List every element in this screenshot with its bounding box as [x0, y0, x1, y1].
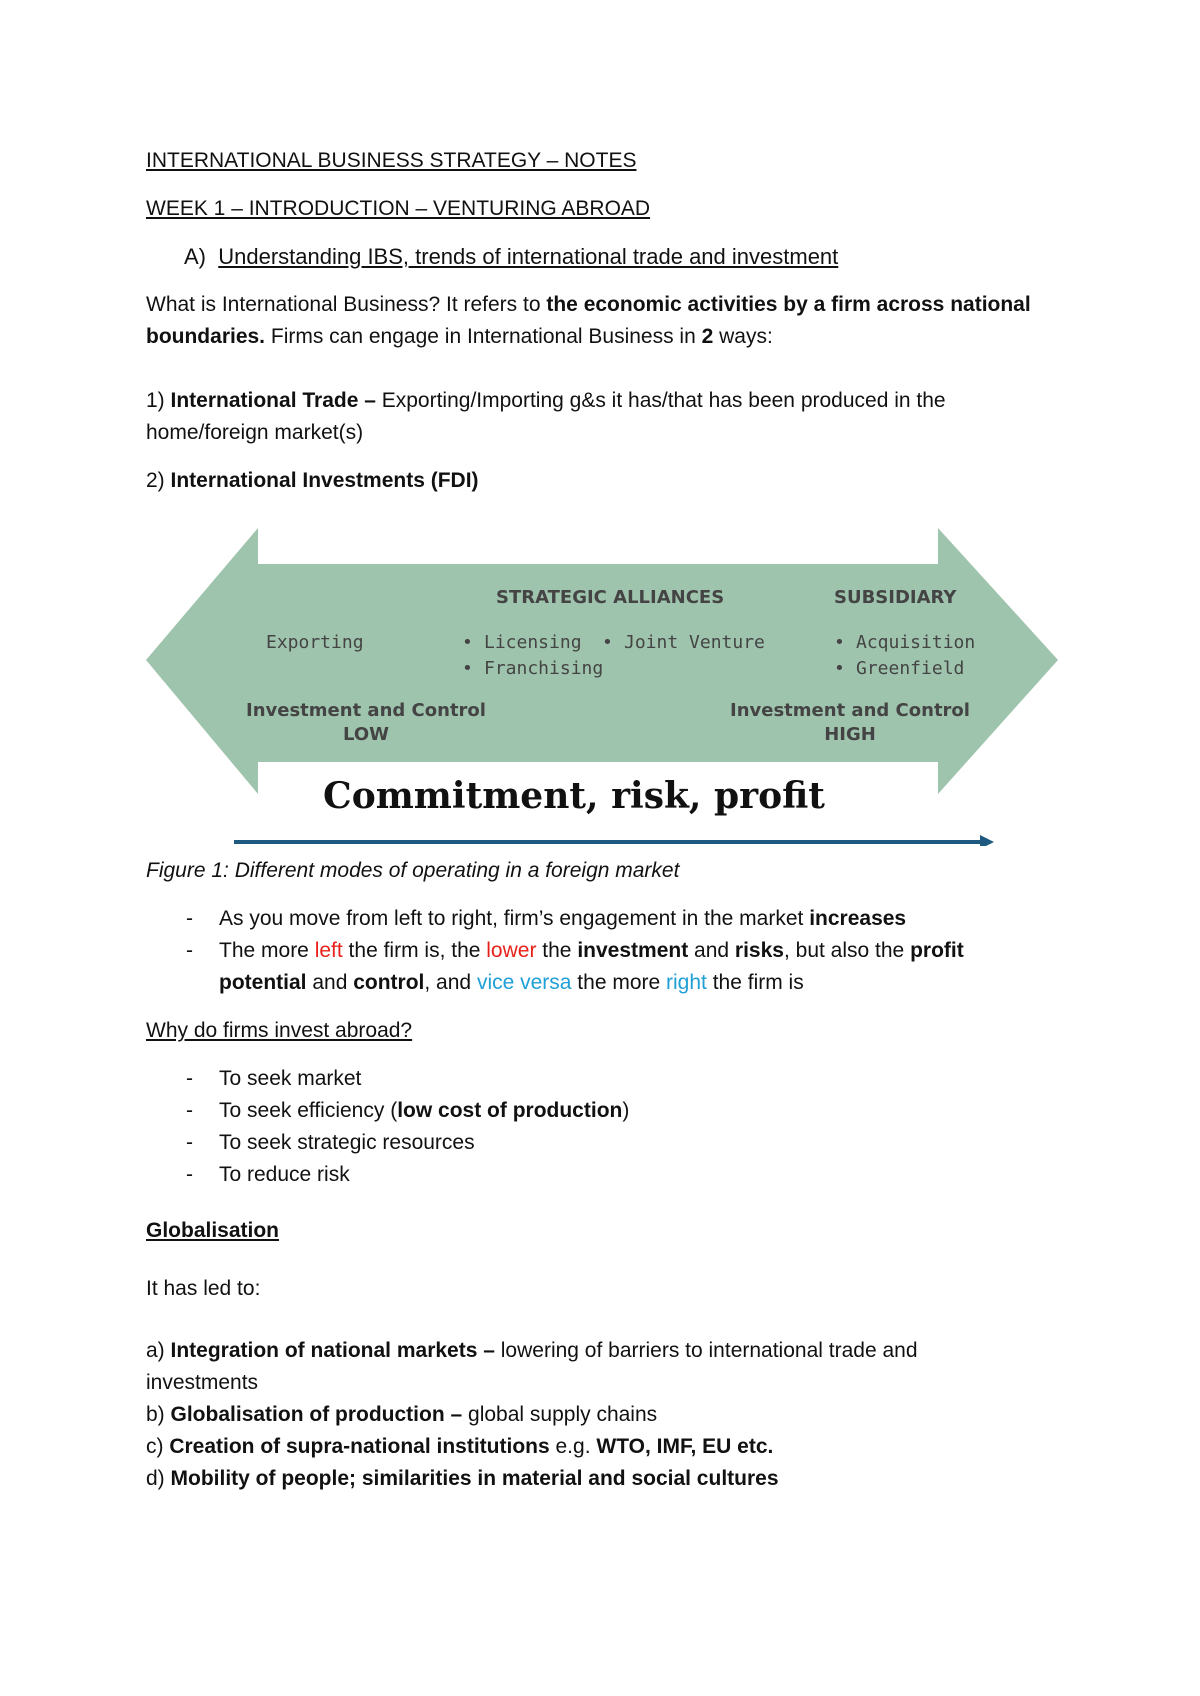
item-marker: c)	[146, 1435, 170, 1458]
dash-marker: -	[186, 1099, 193, 1122]
glob-bold-text: Mobility of people; similarities in material and social cultures	[170, 1467, 779, 1490]
investments-number: 2)	[146, 469, 171, 492]
intro-bold-text: the economic activities by a firm across national	[546, 293, 1031, 316]
glob-item-d	[146, 1465, 779, 1493]
glob-item-b	[146, 1401, 657, 1429]
trade-label: International Trade –	[170, 389, 376, 412]
week-heading: WEEK 1 – INTRODUCTION – VENTURING ABROAD	[146, 197, 651, 220]
acquisition-item: Acquisition	[856, 632, 976, 653]
axis-arrowhead	[980, 835, 994, 846]
high-label-line-2: HIGH	[824, 724, 876, 745]
section-a-heading	[184, 243, 838, 271]
bullet-dot: •	[834, 632, 845, 653]
franchising-item: Franchising	[484, 658, 604, 679]
dash-marker: -	[186, 1067, 193, 1090]
trade-text: Exporting/Importing g&s it has/that has been produced in the	[375, 389, 946, 412]
bullet-text: the firm is	[706, 971, 804, 994]
intro-ways-count: 2	[701, 325, 714, 348]
glob-item-a-cont: investments	[146, 1371, 259, 1394]
subsidiary-header: SUBSIDIARY	[834, 587, 957, 608]
globalisation-heading: Globalisation	[146, 1219, 280, 1242]
bullet-text: To seek efficiency (	[219, 1099, 398, 1122]
glob-bold-text: WTO, IMF, EU etc.	[596, 1435, 774, 1458]
exporting-label: Exporting	[266, 632, 364, 653]
item-marker: d)	[146, 1467, 171, 1490]
why-item-3: To seek strategic resources	[219, 1131, 475, 1154]
glob-bold-text: Integration of national markets –	[170, 1339, 495, 1362]
dash-marker: -	[186, 939, 193, 962]
right-text: right	[666, 971, 707, 994]
bullet-text: As you move from left to right, firm’s engagement in the market	[219, 907, 810, 930]
glob-text: lowering of barriers to international trade and	[494, 1339, 918, 1362]
dash-marker: -	[186, 1163, 193, 1186]
glob-text: global supply chains	[462, 1403, 658, 1426]
intro-text-3: ways:	[713, 325, 773, 348]
low-label-line-2: LOW	[343, 724, 389, 745]
glob-bold-text: Globalisation of production –	[170, 1403, 463, 1426]
trade-line-1	[146, 387, 946, 415]
bullet-text: )	[622, 1099, 630, 1122]
why-item-1: To seek market	[219, 1067, 362, 1090]
high-label-line-1: Investment and Control	[730, 700, 970, 721]
intro-text-2: Firms can engage in International Business in	[265, 325, 702, 348]
lower-text: lower	[486, 939, 537, 962]
intro-line-2	[146, 323, 773, 351]
why-heading: Why do firms invest abroad?	[146, 1019, 413, 1042]
bullet-text: the	[536, 939, 578, 962]
glob-item-c	[146, 1433, 773, 1461]
bullet-text: The more	[219, 939, 315, 962]
licensing-item: Licensing	[484, 632, 582, 653]
figure-caption: Figure 1: Different modes of operating in a foreign market	[146, 859, 680, 882]
increases-text: increases	[809, 907, 907, 930]
investments-label: International Investments (FDI)	[170, 469, 479, 492]
doc-title: INTERNATIONAL BUSINESS STRATEGY – NOTES	[146, 149, 637, 172]
mode-bullet-2	[219, 937, 964, 965]
mode-bullet-2-cont	[219, 969, 804, 997]
strategic-alliances-header: STRATEGIC ALLIANCES	[496, 587, 725, 608]
why-item-2	[219, 1097, 629, 1125]
glob-bold-text: Creation of supra-national institutions	[169, 1435, 550, 1458]
dash-marker: -	[186, 907, 193, 930]
globalisation-intro: It has led to:	[146, 1277, 261, 1300]
risks-text: risks	[734, 939, 784, 962]
section-a-title: Understanding IBS, trends of international trade and investment	[218, 244, 839, 269]
glob-text: e.g.	[549, 1435, 597, 1458]
bullet-text: , but also the	[783, 939, 911, 962]
bullet-text: the firm is, the	[342, 939, 487, 962]
item-marker: a)	[146, 1339, 171, 1362]
bullet-dot: •	[462, 658, 473, 679]
commitment-label: Commitment, risk, profit	[323, 775, 825, 817]
bullet-text: and	[688, 939, 735, 962]
bullet-dot: •	[602, 632, 613, 653]
intro-bold-text-2: boundaries.	[146, 325, 266, 348]
bullet-dot: •	[834, 658, 845, 679]
bullet-text: , and	[424, 971, 477, 994]
dash-marker: -	[186, 1131, 193, 1154]
bullet-dot: •	[462, 632, 473, 653]
investment-text: investment	[577, 939, 689, 962]
section-a-number: A)	[184, 244, 206, 269]
low-label-line-1: Investment and Control	[246, 700, 486, 721]
mode-bullet-1	[219, 905, 906, 933]
potential-text: potential	[219, 971, 307, 994]
modes-diagram	[146, 526, 1066, 846]
glob-item-a	[146, 1337, 918, 1365]
greenfield-item: Greenfield	[856, 658, 965, 679]
trade-line-2: home/foreign market(s)	[146, 421, 364, 444]
why-item-4: To reduce risk	[219, 1163, 350, 1186]
bullet-text: the more	[571, 971, 667, 994]
profit-text: profit	[910, 939, 964, 962]
vice-versa-text: vice versa	[476, 971, 572, 994]
control-text: control	[353, 971, 425, 994]
item-marker: b)	[146, 1403, 171, 1426]
intro-text: What is International Business? It refers to	[146, 293, 547, 316]
intro-line-1	[146, 291, 1031, 319]
left-text: left	[314, 939, 343, 962]
joint-venture-item: Joint Venture	[624, 632, 765, 653]
investments-line	[146, 467, 479, 495]
low-cost-text: low cost of production	[397, 1099, 623, 1122]
bullet-text: and	[306, 971, 354, 994]
trade-number: 1)	[146, 389, 171, 412]
